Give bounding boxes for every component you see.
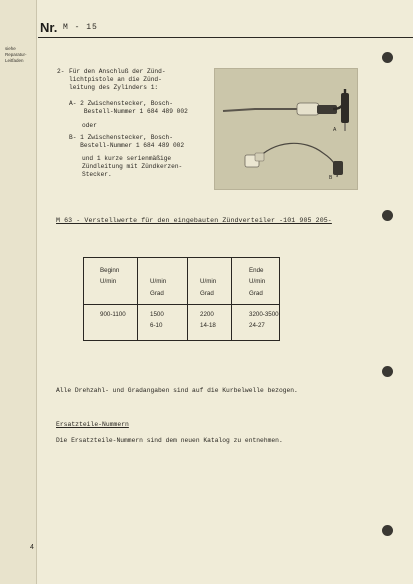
side-note-line: Reparatur-: [5, 52, 27, 57]
side-note: [5, 46, 39, 64]
option-b-extra-line: Stecker.: [82, 171, 112, 178]
table-header-cell: U/min: [200, 278, 217, 285]
or-text: oder: [82, 122, 97, 129]
table-divider: [187, 258, 188, 340]
table-cell: 24-27: [249, 322, 265, 329]
connector-photo: [214, 68, 358, 190]
header-rule: [38, 37, 413, 38]
punch-hole-icon: [382, 52, 393, 63]
punch-hole-icon: [382, 525, 393, 536]
table-cell: 900-1100: [100, 311, 126, 318]
table-cell: 3200-3500: [249, 311, 279, 318]
advance-values-table: [83, 257, 280, 341]
punch-hole-icon: [382, 366, 393, 377]
photo-label-a: A: [333, 127, 337, 133]
table-header-cell: Ende: [249, 267, 264, 274]
option-b-line: Bestell-Nummer 1 684 489 002: [69, 142, 185, 149]
table-divider: [137, 258, 138, 340]
section2-intro-line: Für den Anschluß der Zünd-: [69, 68, 166, 75]
table-header-cell: Grad: [200, 290, 214, 297]
table-divider: [84, 304, 279, 305]
connector-photo-drawing: [215, 69, 357, 189]
table-cell: 14-18: [200, 322, 216, 329]
table-header-cell: U/min: [100, 278, 117, 285]
margin-column: [0, 0, 37, 584]
section2-intro-line: leitung des Zylinders 1:: [69, 84, 159, 91]
option-b-extra-line: Zündleitung mit Zündkerzen-: [82, 163, 183, 170]
option-a-line: A- 2 Zwischenstecker, Bosch-: [69, 100, 173, 107]
punch-hole-icon: [382, 210, 393, 221]
table-header-cell: Grad: [249, 290, 263, 297]
header-nr-label: Nr.: [40, 20, 58, 35]
table-header-cell: Beginn: [100, 267, 120, 274]
option-b-extra-line: und 1 kurze serienmäßige: [82, 155, 172, 162]
photo-label-b: B: [329, 175, 333, 181]
table-divider: [231, 258, 232, 340]
table-cell: 2200: [200, 311, 214, 318]
ersatzteile-body: Die Ersatzteile-Nummern sind dem neuen Katalog zu entnehmen.: [56, 437, 283, 444]
option-b-line: B- 1 Zwischenstecker, Bosch-: [69, 134, 173, 141]
m63-heading: M 63 - Verstellwerte für den eingebauten Zündverteiler -101 905 205-: [56, 217, 332, 224]
side-note-line: Leitfaden: [5, 58, 24, 63]
table-cell: 1500: [150, 311, 164, 318]
table-cell: 6-10: [150, 322, 163, 329]
header-doc-code: M - 15: [63, 23, 98, 32]
section2-item-number: 2-: [57, 68, 65, 75]
table-header-cell: U/min: [150, 278, 167, 285]
section2-intro-line: lichtpistole an die Zünd-: [69, 76, 162, 83]
ersatzteile-title: Ersatzteile-Nummern: [56, 421, 129, 428]
reference-footnote: Alle Drehzahl- und Gradangaben sind auf die Kurbelwelle bezogen.: [56, 387, 298, 394]
page-number: 4: [30, 544, 34, 551]
table-header-cell: Grad: [150, 290, 164, 297]
table-header-cell: U/min: [249, 278, 266, 285]
side-note-line: siehe: [5, 46, 16, 51]
option-a-line: Bestell-Nummer 1 684 489 002: [69, 108, 188, 115]
